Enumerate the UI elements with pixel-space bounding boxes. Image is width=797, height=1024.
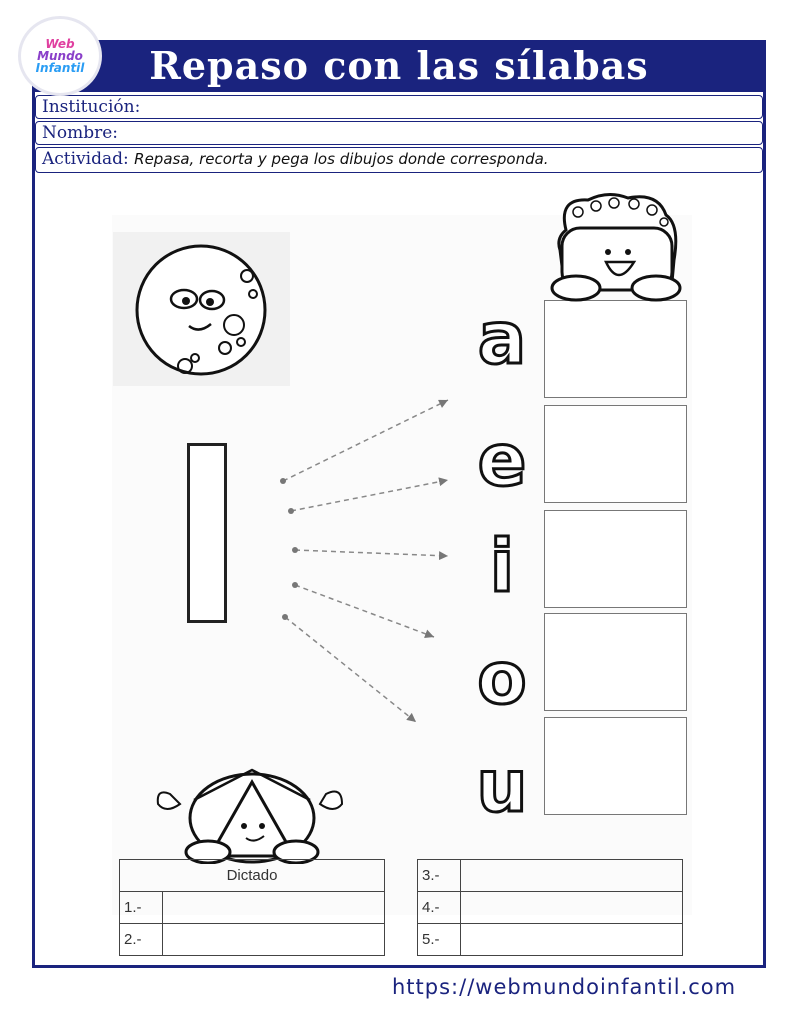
activity-instructions: Repasa, recorta y pega los dibujos donde corresponda.: [134, 150, 549, 168]
logo-line-3: Infantil: [35, 61, 85, 75]
arrow-to-i: [295, 550, 448, 556]
dictation-answer-3[interactable]: [461, 860, 683, 892]
dictation-answer-5[interactable]: [461, 924, 683, 956]
boy-character-icon: [548, 190, 683, 302]
girl-character-icon: [150, 760, 350, 864]
logo-line-2: Mundo: [37, 49, 83, 63]
vowel-e: e: [477, 418, 527, 502]
dictation-item-label: 2.-: [120, 924, 163, 956]
activity-label: Actividad:: [42, 149, 129, 169]
dictation-answer-2[interactable]: [163, 924, 385, 956]
arrow-to-o: [295, 585, 434, 637]
paste-box-o[interactable]: [544, 613, 687, 711]
vowel-i: i: [489, 524, 515, 608]
brand-logo: [18, 16, 102, 96]
dictation-item-label: 4.-: [418, 892, 461, 924]
dictation-answer-4[interactable]: [461, 892, 683, 924]
paste-box-a[interactable]: [544, 300, 687, 398]
dictation-title: Dictado: [120, 860, 385, 892]
dictation-item-label: 5.-: [418, 924, 461, 956]
paste-box-u[interactable]: [544, 717, 687, 815]
vowel-u: u: [476, 744, 528, 828]
logo-line-1: Web: [45, 37, 75, 51]
arrow-to-u: [285, 617, 416, 722]
name-label: Nombre:: [42, 123, 119, 143]
page-title: Repaso con las sílabas: [32, 40, 766, 92]
dictation-answer-1[interactable]: [163, 892, 385, 924]
footer-url[interactable]: https://webmundoinfantil.com: [392, 975, 737, 999]
vowel-a: a: [477, 296, 527, 380]
institution-label: Institución:: [42, 97, 141, 117]
dictation-item-label: 1.-: [120, 892, 163, 924]
arrow-to-a: [283, 400, 448, 481]
dictation-item-label: 3.-: [418, 860, 461, 892]
paste-box-i[interactable]: [544, 510, 687, 608]
paste-box-e[interactable]: [544, 405, 687, 503]
vowel-o: o: [477, 636, 527, 720]
dictation-table-left: [119, 859, 385, 956]
arrow-to-e: [291, 480, 448, 511]
dictation-table-right: [417, 859, 683, 956]
